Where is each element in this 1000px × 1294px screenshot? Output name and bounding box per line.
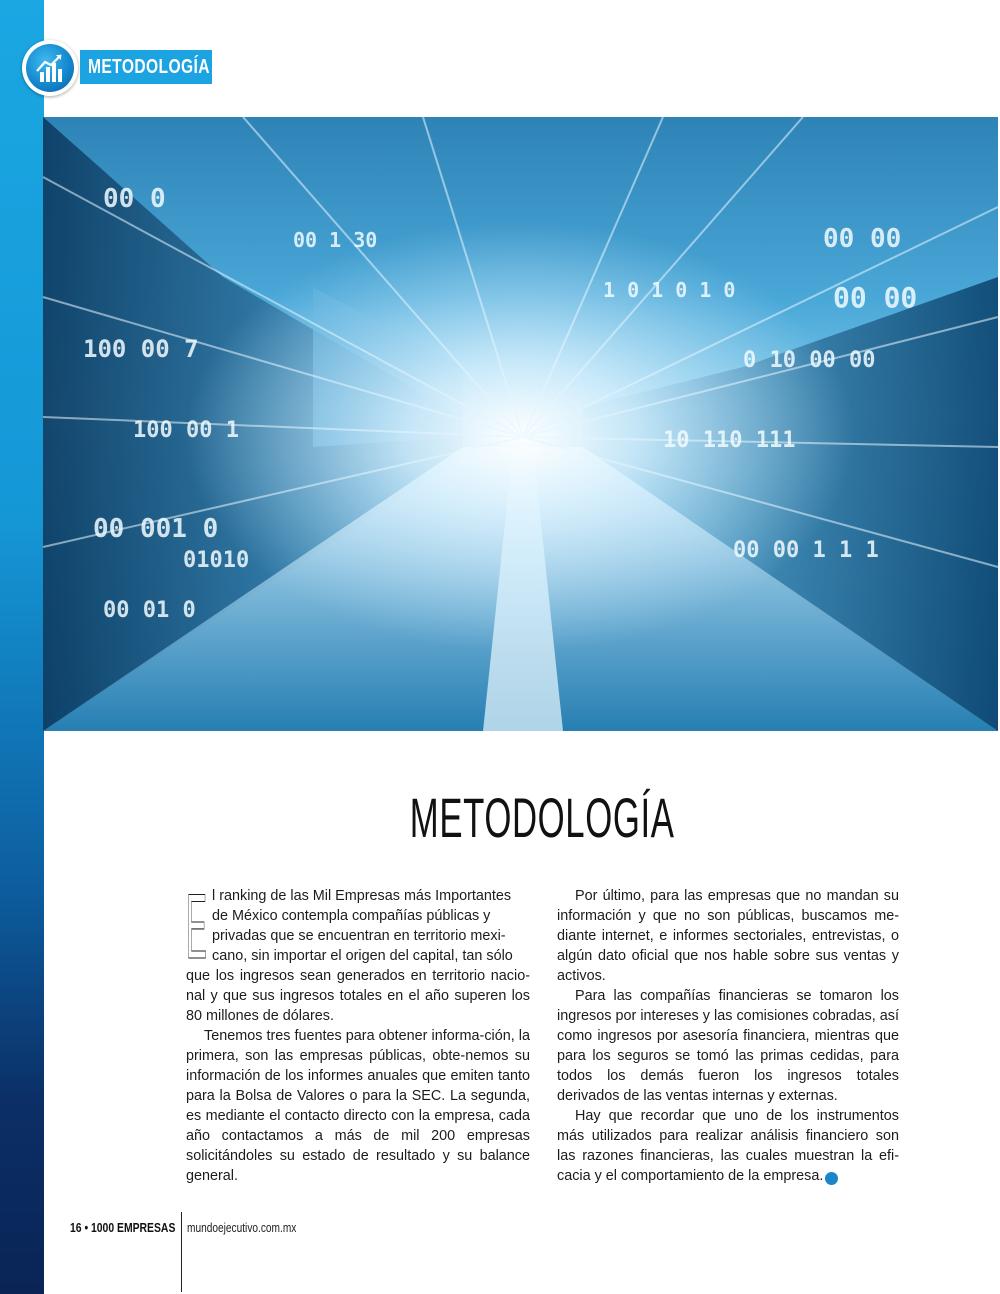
svg-text:10 110 111: 10 110 111 xyxy=(663,428,796,453)
paragraph-2: Tenemos tres fuentes para obtener informa-ción, la primera, son las empresas públicas, obte-nemos su información de los informes anuales que emiten tanto para la Bolsa de Valores o para la SEC. La segunda, es mediante el contacto directo con la empresa, cada año contactamos a más de mil 200 empresas solicitándoles su estado de resultado y su balance general. xyxy=(186,1028,530,1184)
p1-continuation: que los ingresos sean generados en territorio nacio-nal y que sus ingresos totales en el año superen los 80 millones de dólares. xyxy=(186,968,530,1024)
left-accent-bar xyxy=(0,0,44,1294)
svg-text:00 00: 00 00 xyxy=(823,224,902,254)
article-title: METODOLOGÍA xyxy=(409,786,675,849)
paragraph-5 xyxy=(557,1106,899,1186)
section-tag-label: METODOLOGÍA xyxy=(88,56,210,78)
svg-text:1 0 1 0 1 0: 1 0 1 0 1 0 xyxy=(603,278,736,302)
svg-text:100 00 7: 100 00 7 xyxy=(83,335,199,363)
paragraph-5-text: Hay que recordar que uno de los instrumentos más utilizados para realizar análisis financiero son las razones financieras, las cuales muestran la efi-cacia y el comportamiento de la empresa. xyxy=(557,1108,899,1184)
first-paragraph xyxy=(186,876,530,1026)
p1-line-1: l ranking de las Mil Empresas más Importantes xyxy=(212,888,512,904)
svg-text:00 01 0: 00 01 0 xyxy=(103,598,196,623)
paragraph-4: Para las compañías financieras se tomaron los ingresos por intereses y las comisiones cobradas, así como ingresos por asesoría financiera, mientras que para los seguros se tomó las primas cedidas, para todos los demás fueron los ingresos totales derivados de las ventas internas y externas. xyxy=(557,988,899,1104)
p1-line-3: privadas que se encuentran en territorio mexi- xyxy=(212,928,506,944)
article-right-column xyxy=(557,886,899,1186)
svg-text:0 10 00 00: 0 10 00 00 xyxy=(743,348,876,373)
digital-city-data-stream-image xyxy=(43,117,998,731)
bar-chart-trend-icon xyxy=(26,44,74,92)
svg-text:01010: 01010 xyxy=(183,548,250,573)
article-left-column xyxy=(186,876,530,1186)
p1-line-2: de México contempla compañías públicas y xyxy=(212,908,491,924)
drop-cap xyxy=(186,876,208,978)
svg-text:00 001 0: 00 001 0 xyxy=(93,514,219,544)
footer-divider xyxy=(181,1212,182,1292)
paragraph-3: Por último, para las empresas que no mandan su información y que no son públicas, buscamos me-diante internet, e informes sectoriales, entrevistas, o algún dato oficial que nos hable sobre sus ventas y activos. xyxy=(557,888,899,984)
section-tag-badge xyxy=(22,40,78,96)
svg-text:00 00 1 1 1: 00 00 1 1 1 xyxy=(733,538,879,563)
svg-text:00 1 30: 00 1 30 xyxy=(293,228,378,252)
footer-website: mundoejecutivo.com.mx xyxy=(187,1220,297,1235)
svg-text:100 00 1: 100 00 1 xyxy=(133,418,239,443)
p1-line-4: cano, sin importar el origen del capital, tan sólo xyxy=(212,948,513,964)
drop-cap-letter: E xyxy=(186,876,207,978)
svg-text:00 0: 00 0 xyxy=(103,184,166,214)
double-chevron-end-icon: » xyxy=(825,1172,838,1185)
svg-text:00 00: 00 00 xyxy=(833,281,918,314)
hero-illustration xyxy=(43,117,998,731)
footer-page-label: 16 • 1000 EMPRESAS xyxy=(70,1220,176,1235)
